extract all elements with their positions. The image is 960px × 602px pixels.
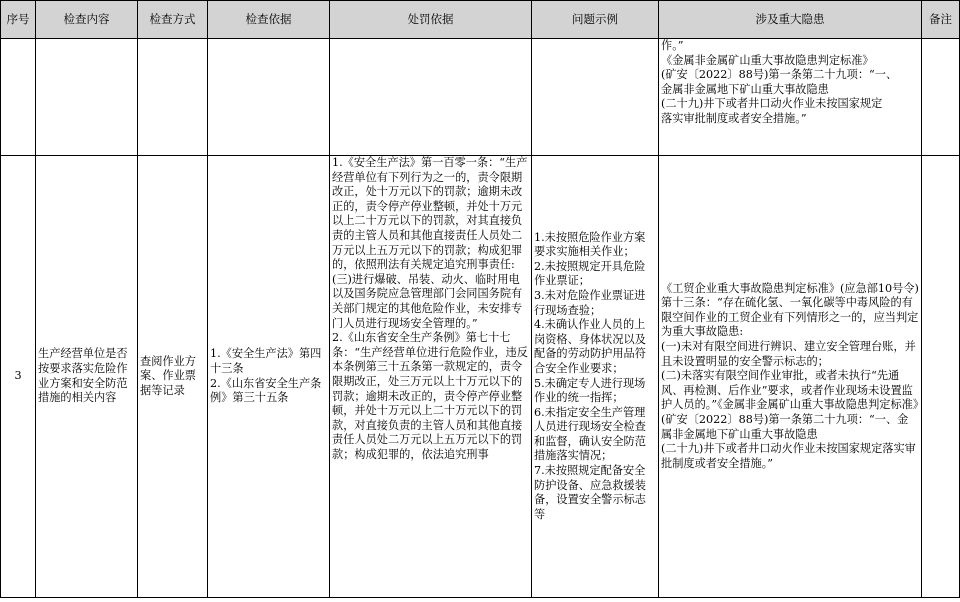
header-examples: 问题示例	[532, 1, 659, 39]
cell-hazard: 《工贸企业重大事故隐患判定标准》(应急部10号令)第十三条：“存在硫化氢、一氧化碳等中毒风险的有限空间作业的工贸企业有下列情形之一的，应当判定为重大事故隐患: (一)未对有限空间进行辨识、建立安全管理台账，并且未设置明显的安全警示标志的； (二)未落实有限空间作业审批，或者未执行“先通风、再检测、后作业”要求，或者作业现场未设置监护人员的。”《金属非金属矿山重大事故隐患判定标准》(矿安〔2022〕88号)第一条第二十九项：“一、金属非金属地下矿山重大事故隐患 (二十九)井下或者井口动火作业未按国家规定落实审批制度或者安全措施。”	[659, 156, 922, 598]
cell-examples: 1.未按照危险作业方案要求实施相关作业； 2.未按照规定开具危险作业票证； 3.未对危险作业票证进行现场查验； 4.未确认作业人员的上岗资格、身体状况以及配备的劳动防护用品符合安全作业要求； 5.未确定专人进行现场作业的统一指挥； 6.未指定安全生产管理人员进行现场安全检查和监督，确认安全防范措施落实情况； 7.未按照规定配备安全防护设备、应急救援装备，设置安全警示标志等	[532, 156, 659, 598]
hazard-line: (矿安〔2022〕88号)第一条第二十九项：“一、	[661, 68, 898, 82]
cell-method	[138, 39, 208, 156]
hazard-line: (二十九)井下或者井口动火作业未按国家规定	[661, 97, 883, 111]
cell-seq: 3	[1, 156, 36, 598]
hazard-line: 金属非金属地下矿山重大事故隐患	[661, 82, 829, 96]
header-remark: 备注	[922, 1, 960, 39]
basis-line: 1.《安全生产法》第四十三条	[210, 347, 322, 375]
cell-remark	[922, 156, 960, 598]
table-row	[1, 156, 960, 598]
cell-seq	[1, 39, 36, 156]
cell-basis	[208, 39, 330, 156]
header-basis: 检查依据	[208, 1, 330, 39]
header-hazard: 涉及重大隐患	[659, 1, 922, 39]
cell-penalty	[330, 39, 532, 156]
cell-examples	[532, 39, 659, 156]
cell-penalty: 1.《安全生产法》第一百零一条：“生产经营单位有下列行为之一的，责令限期改正，处十万元以下的罚款；逾期未改正的，责令停产停业整顿，并处十万元以上二十万元以下的罚款，对其直接负责的主管人员和其他直接责任人员处二万元以上五万元以下的罚款；构成犯罪的，依照刑法有关规定追究刑事责任:(三)进行爆破、吊装、动火、临时用电以及国务院应急管理部门会同国务院有关部门规定的其他危险作业，未安排专门人员进行现场安全管理的。” 2.《山东省安全生产条例》第七十七条：“生产经营单位进行危险作业，违反本条例第三十五条第一款规定的，责令限期改正，处三万元以上十万元以下的罚款；逾期未改正的，责令停产停业整顿，并处十万元以上二十万元以下的罚款，对直接负责的主管人员和其他直接责任人员处二万元以上五万元以下的罚款；构成犯罪的，依法追究刑事	[330, 156, 532, 598]
header-content: 检查内容	[36, 1, 138, 39]
cell-method: 查阅作业方案、作业票据等记录	[138, 156, 208, 598]
hazard-line: 落实审批制度或者安全措施。”	[661, 111, 807, 125]
cell-basis	[208, 156, 330, 598]
table-row	[1, 39, 960, 156]
header-row	[1, 1, 960, 39]
cell-content	[36, 39, 138, 156]
hazard-line: 《金属非金属矿山重大事故隐患判定标准》	[661, 53, 874, 67]
cell-remark	[922, 39, 960, 156]
cell-hazard	[659, 39, 922, 156]
basis-line: 2.《山东省安全生产条例》第三十五条	[210, 376, 322, 405]
header-penalty: 处罚依据	[330, 1, 532, 39]
header-seq: 序号	[1, 1, 36, 39]
cell-content: 生产经营单位是否按要求落实危险作业方案和安全防范措施的相关内容	[36, 156, 138, 598]
header-method: 检查方式	[138, 1, 208, 39]
hazard-line: 作。”	[661, 39, 684, 52]
